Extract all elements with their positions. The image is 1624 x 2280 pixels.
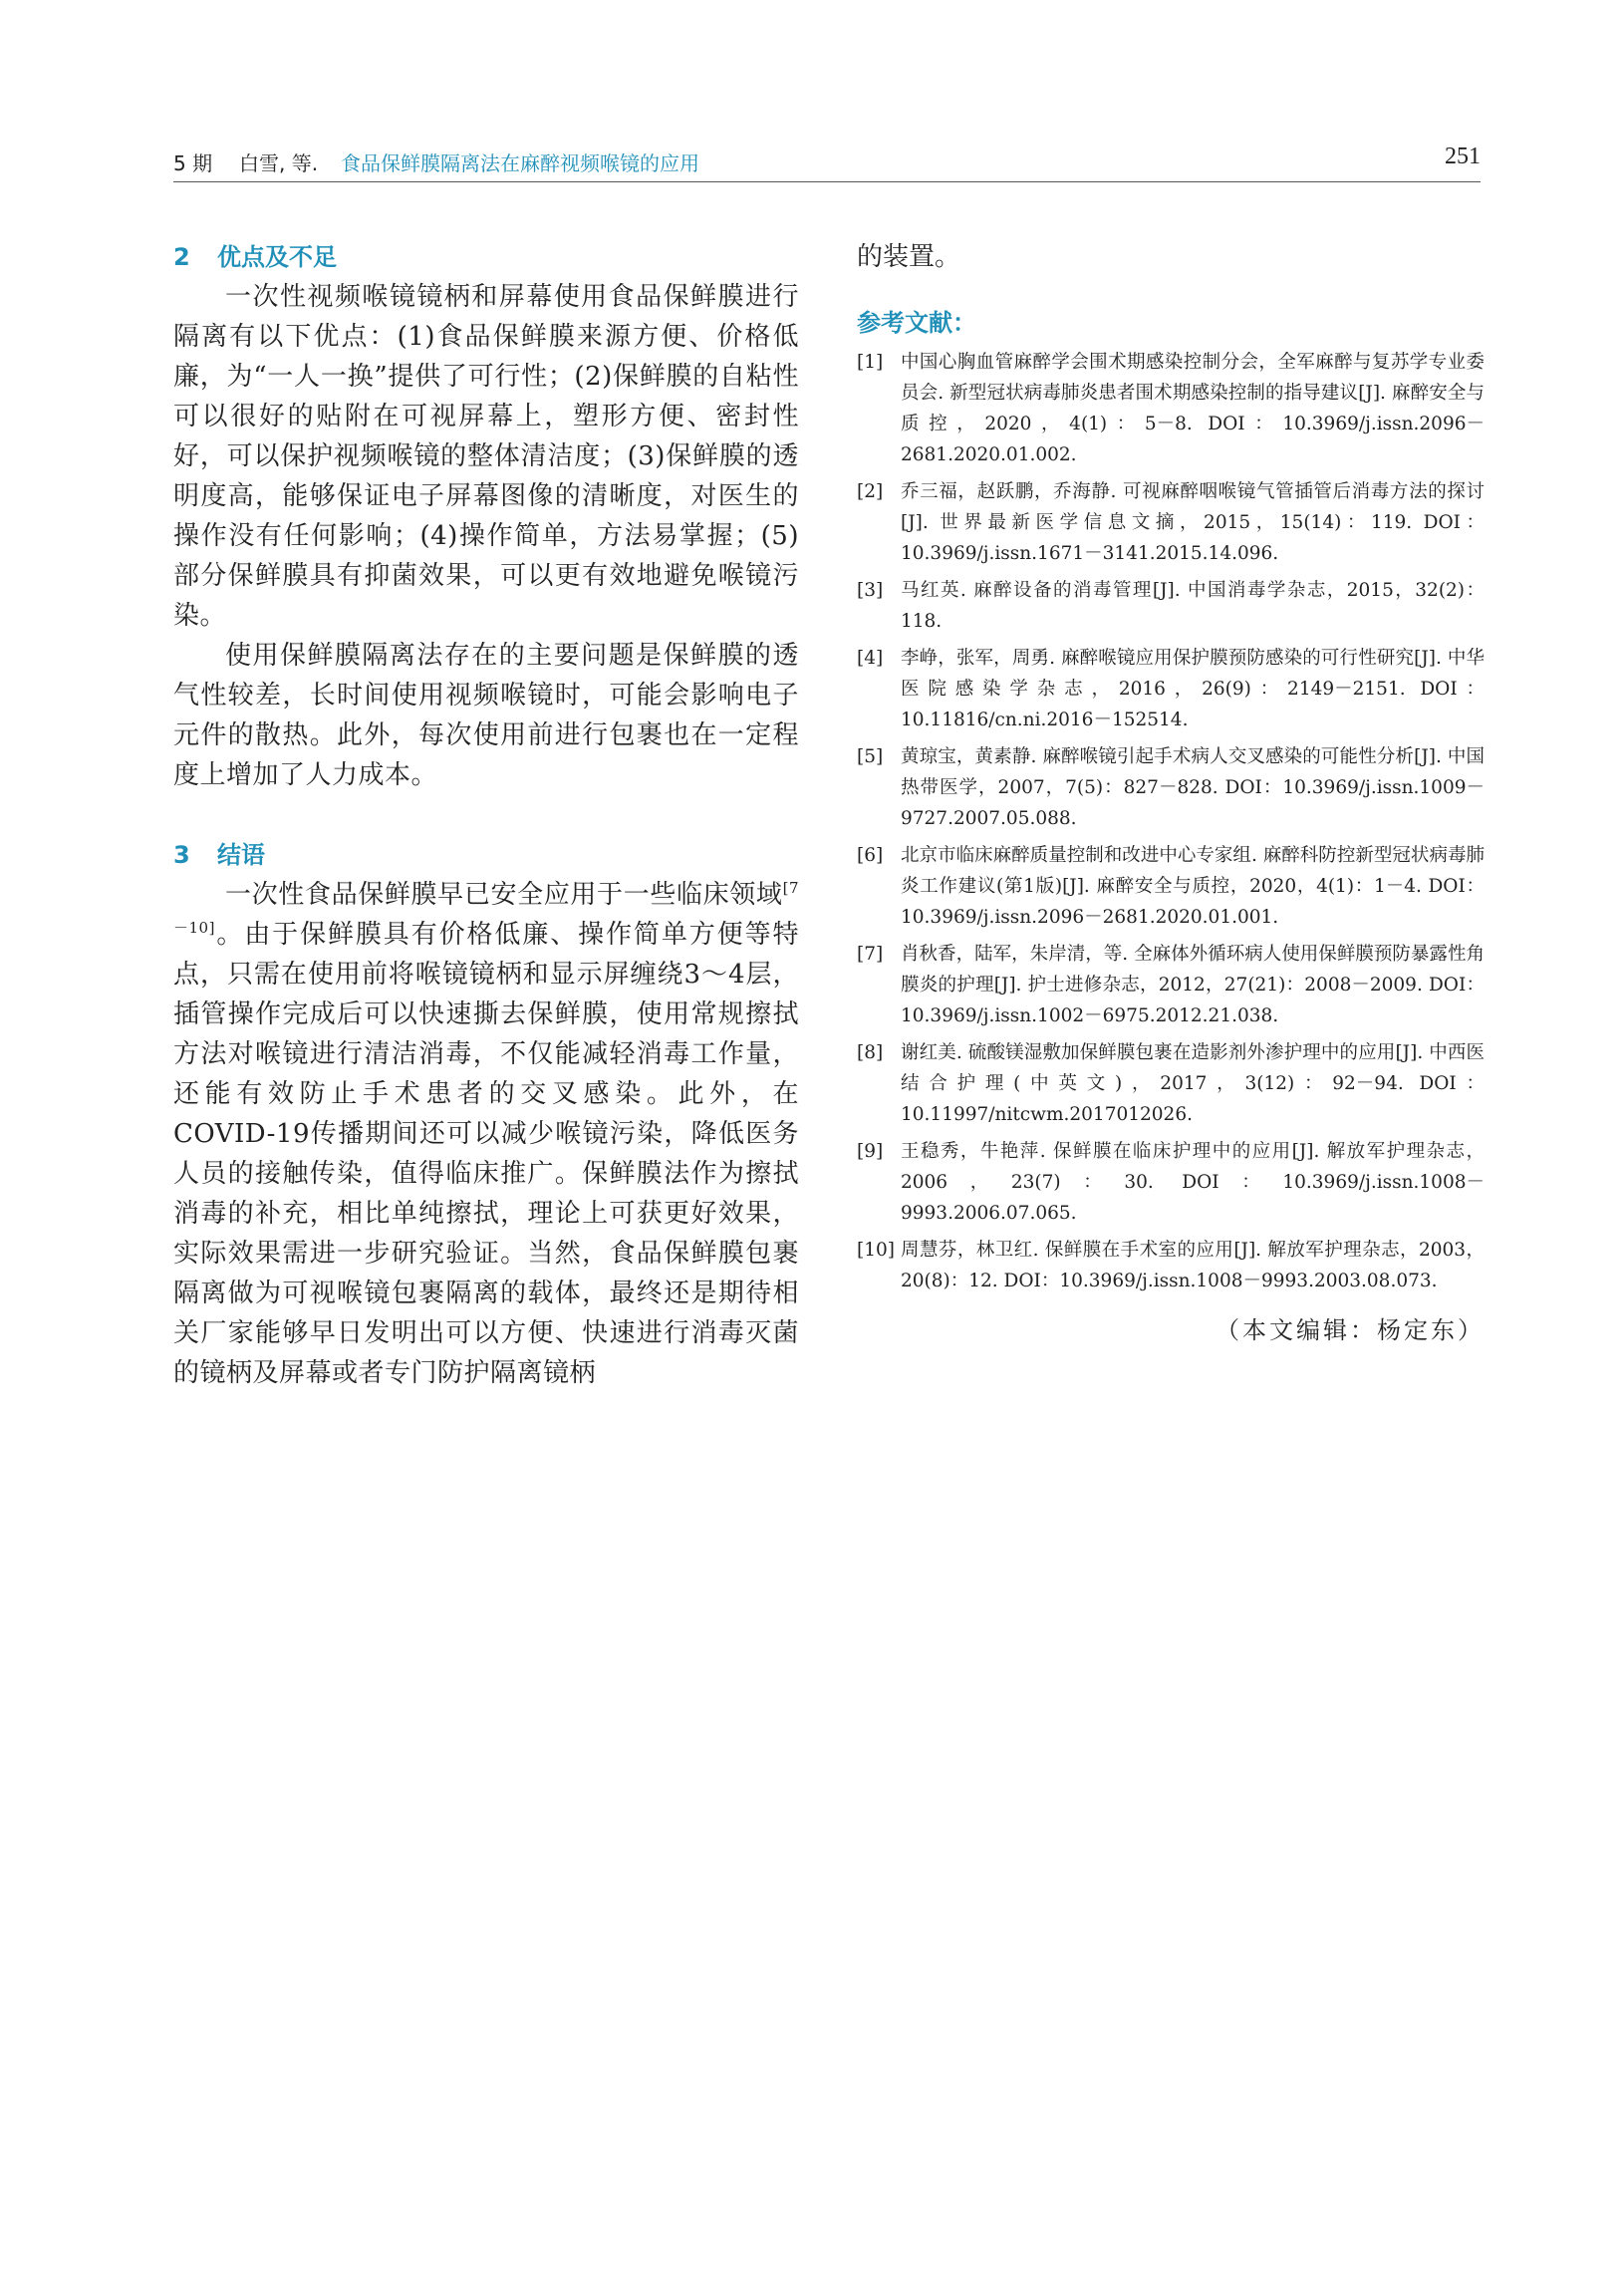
section-3-heading <box>173 835 799 875</box>
reference-number: [6] <box>857 845 884 866</box>
reference-item <box>857 347 1485 470</box>
reference-number: [7] <box>857 944 884 965</box>
reference-number: [1] <box>857 352 884 373</box>
reference-number: [3] <box>857 580 884 601</box>
reference-text: 王稳秀，牛艳萍. 保鲜膜在临床护理中的应用[J]. 解放军护理杂志，2006，23(7)：30. DOI：10.3969/j.issn.1008－9993.2006.07.065. <box>901 1141 1485 1224</box>
reference-text: 周慧芬，林卫红. 保鲜膜在手术室的应用[J]. 解放军护理杂志，2003，20(8)：12. DOI：10.3969/j.issn.1008－9993.2003.08.073. <box>901 1240 1485 1291</box>
running-header <box>173 142 1481 182</box>
reference-text: 马红英. 麻醉设备的消毒管理[J]. 中国消毒学杂志，2015，32(2)：118. <box>901 580 1485 632</box>
section-3-text-start: 一次性食品保鲜膜早已安全应用于一些临床领域 <box>225 880 783 910</box>
reference-text: 黄琼宝，黄素静. 麻醉喉镜引起手术病人交叉感染的可能性分析[J]. 中国热带医学，2007，7(5)：827－828. DOI：10.3969/j.issn.1009－9727.2007.05.088. <box>901 746 1485 829</box>
section-3-number: 3 <box>173 841 190 869</box>
reference-number: [2] <box>857 481 884 502</box>
page-number: 251 <box>1445 143 1481 169</box>
reference-item <box>857 1037 1485 1130</box>
reference-number: [4] <box>857 648 884 669</box>
section-3-paragraph <box>173 875 799 1393</box>
citation-7-10[interactable]: [7－10] <box>173 879 799 937</box>
reference-item <box>857 476 1485 569</box>
section-3-text-rest: 。由于保鲜膜具有价格低廉、操作简单方便等特点，只需在使用前将喉镜镜柄和显示屏缠绕3～4层，插管操作完成后可以快速撕去保鲜膜，使用常规擦拭方法对喉镜进行清洁消毒，不仅能减轻消毒工作量，还能有效防止手术患者的交叉感染。此外，在COVID-19传播期间还可以减少喉镜污染，降低医务人员的接触传染，值得临床推广。保鲜膜法作为擦拭消毒的补充，相比单纯擦拭，理论上可获更好效果，实际效果需进一步研究验证。当然，食品保鲜膜包裹隔离做为可视喉镜包裹隔离的载体，最终还是期待相关厂家能够早日发明出可以方便、快速进行消毒灭菌的镜柄及屏幕或者专门防护隔离镜柄 <box>173 920 799 1388</box>
section-2-paragraph-1: 一次性视频喉镜镜柄和屏幕使用食品保鲜膜进行隔离有以下优点：(1)食品保鲜膜来源方便、价格低廉，为“一人一换”提供了可行性；(2)保鲜膜的自粘性可以很好的贴附在可视屏幕上，塑形方便、密封性好，可以保护视频喉镜的整体清洁度；(3)保鲜膜的透明度高，能够保证电子屏幕图像的清晰度，对医生的操作没有任何影响；(4)操作简单，方法易掌握；(5)部分保鲜膜具有抑菌效果，可以更有效地避免喉镜污染。 <box>173 282 799 631</box>
section-2-paragraph-2: 使用保鲜膜隔离法存在的主要问题是保鲜膜的透气性较差，长时间使用视频喉镜时，可能会影响电子元件的散热。此外，每次使用前进行包裹也在一定程度上增加了人力成本。 <box>173 641 799 790</box>
left-column <box>173 237 799 1393</box>
section-3-title: 结语 <box>217 841 265 869</box>
section-3-continuation: 的装置。 <box>857 242 961 272</box>
reference-number: [5] <box>857 746 884 767</box>
reference-text: 乔三福，赵跃鹏，乔海静. 可视麻醉咽喉镜气管插管后消毒方法的探讨[J]. 世界最新医学信息文摘，2015，15(14)：119. DOI：10.3969/j.issn.1671－3141.2015.14.096. <box>901 481 1485 564</box>
reference-number: [9] <box>857 1141 884 1162</box>
section-2-title: 优点及不足 <box>217 243 337 271</box>
reference-item <box>857 643 1485 735</box>
reference-item <box>857 575 1485 637</box>
reference-list <box>857 347 1485 1296</box>
section-2-number: 2 <box>173 243 190 271</box>
header-title: 食品保鲜膜隔离法在麻醉视频喉镜的应用 <box>341 151 699 175</box>
reference-item <box>857 1136 1485 1229</box>
right-column <box>857 237 1485 1345</box>
references-title: 参考文献： <box>857 309 976 337</box>
reference-text: 李峥，张军，周勇. 麻醉喉镜应用保护膜预防感染的可行性研究[J]. 中华医院感染学杂志，2016，26(9)：2149－2151. DOI：10.11816/cn.ni.2016－152514. <box>901 648 1485 730</box>
reference-item <box>857 741 1485 834</box>
reference-item <box>857 840 1485 933</box>
header-authors: 白雪, 等. <box>239 151 319 175</box>
reference-text: 中国心胸血管麻醉学会围术期感染控制分会，全军麻醉与复苏学专业委员会. 新型冠状病毒肺炎患者围术期感染控制的指导建议[J]. 麻醉安全与质控，2020，4(1)：5－8. DOI：10.3969/j.issn.2096－2681.2020.01.002. <box>901 352 1485 465</box>
editor-note: （本文编辑：杨定东） <box>1216 1316 1485 1344</box>
section-2-heading <box>173 237 799 277</box>
reference-number: [8] <box>857 1042 884 1063</box>
issue-label: 5 期 <box>173 151 213 175</box>
reference-text: 肖秋香，陆军，朱岸清，等. 全麻体外循环病人使用保鲜膜预防暴露性角膜炎的护理[J]. 护士进修杂志，2012，27(21)：2008－2009. DOI：10.3969/j.issn.1002－6975.2012.21.038. <box>901 944 1485 1026</box>
reference-number: [10] <box>857 1240 895 1261</box>
reference-text: 北京市临床麻醉质量控制和改进中心专家组. 麻醉科防控新型冠状病毒肺炎工作建议(第1版)[J]. 麻醉安全与质控，2020，4(1)：1－4. DOI：10.3969/j.issn.2096－2681.2020.01.001. <box>901 845 1485 928</box>
reference-item <box>857 939 1485 1031</box>
reference-text: 谢红美. 硫酸镁湿敷加保鲜膜包裹在造影剂外渗护理中的应用[J]. 中西医结合护理(中英文)，2017，3(12)：92－94. DOI：10.11997/nitcwm.2017012026. <box>901 1042 1485 1125</box>
reference-item <box>857 1235 1485 1296</box>
